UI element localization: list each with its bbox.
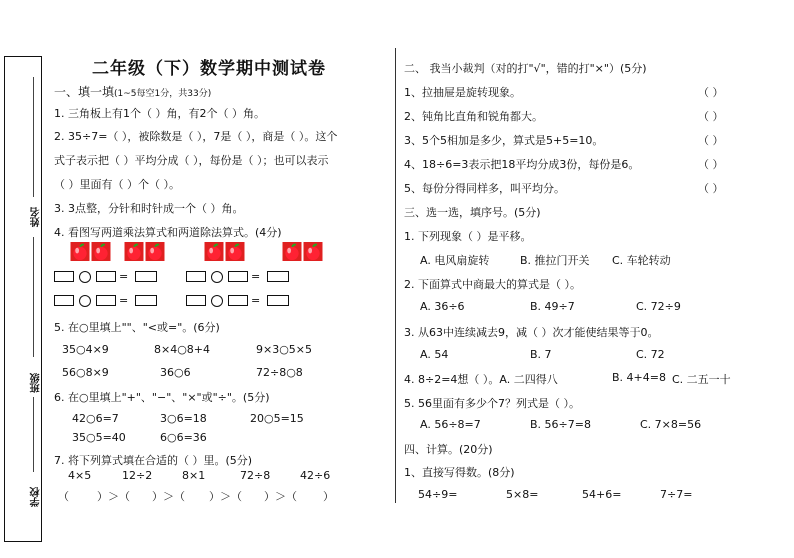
apple-group-2	[124, 242, 165, 261]
school-write-line[interactable]	[33, 397, 34, 472]
choice-option[interactable]: B. 49÷7	[530, 300, 575, 313]
apple-icon	[124, 242, 144, 261]
choice-option[interactable]: C. 72	[636, 348, 665, 361]
column-divider	[395, 48, 396, 503]
apple-group-3	[204, 242, 245, 261]
section-3-heading: 三、选一选，填序号。(5分)	[404, 206, 541, 219]
choice-question-4: 4. 8÷2=4想（ ）。A. 二四得八	[404, 373, 558, 386]
page-title: 二年级（下）数学期中测试卷	[92, 59, 326, 79]
choice-option[interactable]: B. 7	[530, 348, 552, 361]
apple-group-4	[282, 242, 323, 261]
choice-option[interactable]: A. 电风扇旋转	[420, 254, 490, 267]
choice-option[interactable]: B. 推拉门开关	[520, 254, 590, 267]
class-write-line[interactable]	[33, 237, 34, 357]
calc-subtitle: 1、直接写得数。(8分)	[404, 466, 515, 479]
choice-option[interactable]: B. 4+4=8	[612, 371, 666, 384]
choice-question-3: 3. 从63中连续减去9，减（ ）次才能使结果等于0。	[404, 326, 659, 339]
apple-icon	[282, 242, 302, 261]
q5-item[interactable]: 36○6	[160, 366, 191, 379]
number-box[interactable]	[54, 271, 74, 282]
question-1: 1. 三角板上有1个（ ）角，有2个（ ）角。	[54, 107, 265, 120]
q6-item[interactable]: 6○6=36	[160, 431, 207, 444]
calc-item[interactable]: 7÷7=	[660, 488, 693, 501]
choice-option[interactable]: A. 54	[420, 348, 449, 361]
choice-option[interactable]: C. 二五一十	[672, 373, 731, 386]
question-6: 6. 在○里填上"+"、"−"、"×"或"÷"。(5分)	[54, 391, 270, 404]
chain-part: （	[58, 490, 69, 503]
section-1-note: (1~5每空1分，共33分)	[114, 89, 212, 99]
equation-row-2-right[interactable]: =	[186, 294, 289, 307]
choice-option[interactable]: C. 72÷9	[636, 300, 681, 313]
number-box[interactable]	[186, 271, 206, 282]
number-box[interactable]	[96, 271, 116, 282]
answer-box[interactable]	[135, 295, 157, 306]
answer-box[interactable]	[135, 271, 157, 282]
answer-box[interactable]	[267, 295, 289, 306]
answer-box[interactable]	[267, 271, 289, 282]
chain-part: ）	[323, 490, 334, 503]
chain-part: ）＞（	[209, 490, 242, 503]
choice-question-1: 1. 下列现象（ ）是平移。	[404, 230, 532, 243]
number-box[interactable]	[228, 271, 248, 282]
equation-row-2-left[interactable]: =	[54, 294, 157, 307]
choice-option[interactable]: A. 56÷8=7	[420, 418, 481, 431]
name-label: 姓名	[31, 207, 42, 227]
judge-item-5: 5、每份分得同样多，叫平均分。	[404, 182, 565, 195]
choice-option[interactable]: C. 车轮转动	[612, 254, 671, 267]
judge-answer-paren[interactable]: （ ）	[698, 134, 724, 147]
number-box[interactable]	[186, 295, 206, 306]
apple-icon	[303, 242, 323, 261]
q7-answer-chain[interactable]	[58, 488, 334, 504]
operator-circle[interactable]	[79, 295, 91, 307]
q6-item[interactable]: 35○5=40	[72, 431, 126, 444]
q6-item[interactable]: 42○6=7	[72, 412, 119, 425]
operator-circle[interactable]	[79, 271, 91, 283]
q5-item[interactable]: 56○8×9	[62, 366, 109, 379]
chain-part: ）＞（	[152, 490, 185, 503]
choice-option[interactable]: B. 56÷7=8	[530, 418, 591, 431]
choice-question-2: 2. 下面算式中商最大的算式是（ ）。	[404, 278, 581, 291]
q7-item: 72÷8	[240, 469, 271, 482]
q5-item[interactable]: 72÷8○8	[256, 366, 303, 379]
judge-item-2: 2、钝角比直角和锐角都大。	[404, 110, 543, 123]
question-5: 5. 在○里填上""、"<或="。(6分)	[54, 321, 220, 334]
apple-icon	[225, 242, 245, 261]
judge-item-4: 4、18÷6=3表示把18平均分成3份，每份是6。	[404, 158, 640, 171]
question-2-line-1: 2. 35÷7=（ ），被除数是（ ），7是（ ），商是（ ）。这个	[54, 130, 338, 143]
number-box[interactable]	[228, 295, 248, 306]
judge-answer-paren[interactable]: （ ）	[698, 182, 724, 195]
judge-item-1: 1、拉抽屉是旋转现象。	[404, 86, 521, 99]
section-4-heading: 四、计算。(20分)	[404, 443, 493, 456]
apple-icon	[91, 242, 111, 261]
calc-item[interactable]: 54+6=	[582, 488, 622, 501]
judge-answer-paren[interactable]: （ ）	[698, 158, 724, 171]
judge-answer-paren[interactable]: （ ）	[698, 110, 724, 123]
operator-circle[interactable]	[211, 271, 223, 283]
question-4: 4. 看图写两道乘法算式和两道除法算式。(4分)	[54, 226, 282, 239]
chain-part: ）＞（	[264, 490, 297, 503]
apple-icon	[70, 242, 90, 261]
equation-row-1-right[interactable]: =	[186, 270, 289, 283]
q6-item[interactable]: 3○6=18	[160, 412, 207, 425]
question-7: 7. 将下列算式填在合适的（ ）里。(5分)	[54, 454, 253, 467]
judge-answer-paren[interactable]: （ ）	[698, 86, 724, 99]
q7-item: 42÷6	[300, 469, 331, 482]
binding-strip	[4, 56, 42, 542]
equation-row-1-left[interactable]: =	[54, 270, 157, 283]
school-label: 学校	[31, 487, 42, 507]
question-2-line-3: （ ）里面有（ ）个（ ）。	[54, 178, 180, 191]
number-box[interactable]	[96, 295, 116, 306]
q5-item[interactable]: 8×4○8+4	[154, 343, 211, 356]
section-2-heading: 二、 我当小裁判（对的打"√"，错的打"×"）(5分)	[404, 62, 647, 75]
number-box[interactable]	[54, 295, 74, 306]
choice-option[interactable]: A. 36÷6	[420, 300, 465, 313]
name-write-line[interactable]	[33, 77, 34, 197]
calc-item[interactable]: 5×8=	[506, 488, 539, 501]
chain-part: ）＞（	[97, 490, 130, 503]
q7-item: 12÷2	[122, 469, 153, 482]
section-1-title: 一、填一填	[54, 85, 115, 99]
q7-item: 8×1	[182, 469, 206, 482]
operator-circle[interactable]	[211, 295, 223, 307]
q7-item: 4×5	[68, 469, 92, 482]
question-3: 3. 3点整，分针和时针成一个（ ）角。	[54, 202, 244, 215]
choice-option[interactable]: C. 7×8=56	[640, 418, 702, 431]
class-label: 班级	[31, 373, 42, 393]
apple-group-1	[70, 242, 111, 261]
apple-icon	[145, 242, 165, 261]
q6-item[interactable]: 20○5=15	[250, 412, 304, 425]
q5-item[interactable]: 9×3○5×5	[256, 343, 313, 356]
q5-item[interactable]: 35○4×9	[62, 343, 109, 356]
section-1-heading	[54, 83, 211, 100]
choice-question-5: 5. 56里面有多少个7？列式是（ ）。	[404, 397, 580, 410]
judge-item-3: 3、5个5相加是多少，算式是5+5=10。	[404, 134, 604, 147]
question-2-line-2: 式子表示把（ ）平均分成（ ），每份是（ ）；也可以表示	[54, 154, 329, 167]
apple-icon	[204, 242, 224, 261]
calc-item[interactable]: 54÷9=	[418, 488, 458, 501]
